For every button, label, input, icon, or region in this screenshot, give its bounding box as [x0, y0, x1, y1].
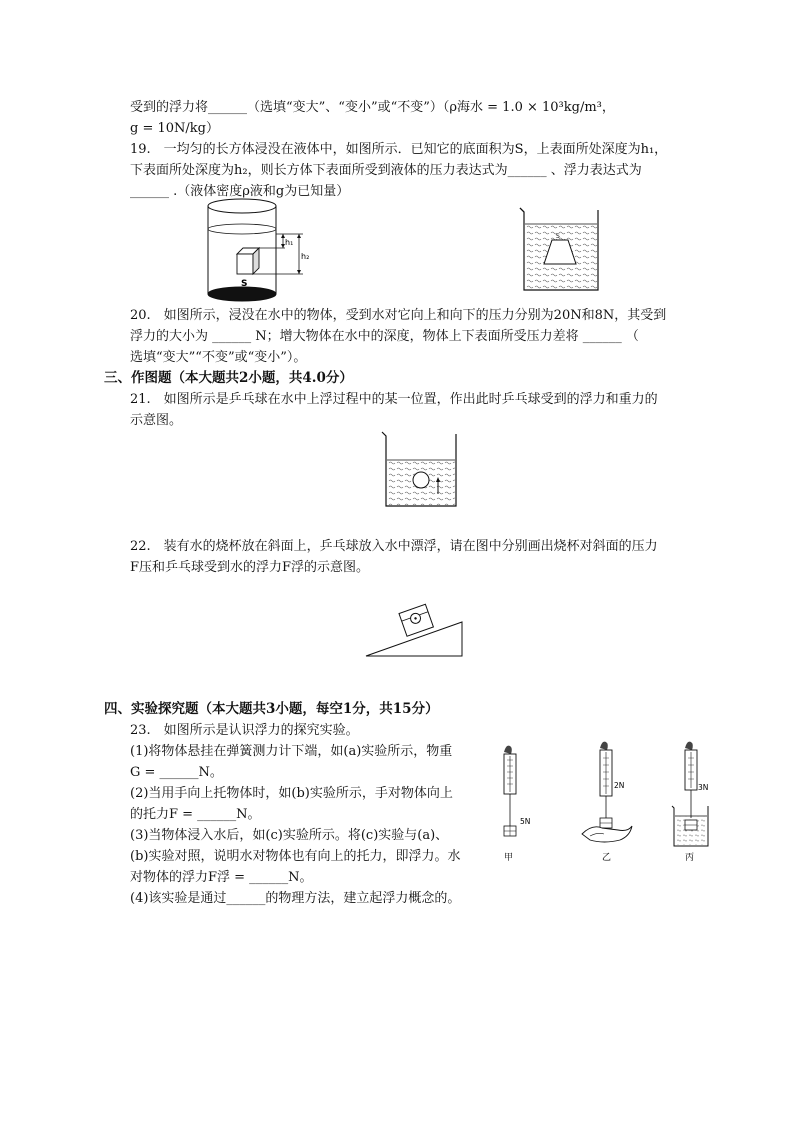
- q22-figure-incline: [364, 600, 466, 660]
- q19-line-3: ______ .（液体密度ρ液和g为已知量）: [130, 184, 350, 199]
- q19-figure-cylinder: [205, 196, 315, 310]
- scale-c-reading: 3N: [698, 783, 709, 792]
- q23-figure-spring-scales: [490, 738, 730, 868]
- q23-part1-a: (1)将物体悬挂在弹簧测力计下端，如(a)实验所示，物重: [130, 744, 453, 759]
- q23-part3-b: (b)实验对照，说明水对物体也有向上的托力，即浮力。水: [130, 849, 461, 864]
- q20-s-top-label: S: [556, 233, 560, 240]
- q18-line-2: g = 10N/kg）: [130, 121, 219, 136]
- scale-a-label: 甲: [504, 853, 514, 863]
- section-3-title: 三、作图题（本大题共2小题，共4.0分）: [104, 370, 353, 386]
- scale-b-reading: 2N: [614, 781, 625, 790]
- q23-intro: 23. 如图所示是认识浮力的探究实验。: [130, 723, 359, 738]
- q19-h2-label: h₂: [301, 252, 310, 261]
- q23-part2-a: (2)当用手向上托物体时，如(b)实验所示，手对物体向上: [130, 786, 453, 801]
- scale-b: [582, 742, 632, 863]
- q22-line-1: 22. 装有水的烧杯放在斜面上，乒乓球放入水中漂浮，请在图中分别画出烧杯对斜面的压力: [130, 539, 658, 554]
- scale-c: [672, 742, 708, 863]
- q23-part3-a: (3)当物体浸入水后，如(c)实验所示。将(c)实验与(a)、: [130, 828, 449, 843]
- q21-line-1: 21. 如图所示是乒乓球在水中上浮过程中的某一位置，作出此时乒乓球受到的浮力和重力的: [130, 392, 658, 407]
- q19-line-2: 下表面所处深度为h₂，则长方体下表面所受到液体的压力表达式为______ 、浮力表达式为: [130, 163, 642, 178]
- q23-part4: (4)该实验是通过______的物理方法，建立起浮力概念的。: [130, 891, 461, 906]
- q20-line-2: 浮力的大小为 ______ N；增大物体在水中的深度，物体上下表面所受压力差将 ______ （: [130, 329, 639, 344]
- q21-figure-beaker: [380, 430, 460, 510]
- section-4-title: 四、实验探究题（本大题共3小题，每空1分，共15分）: [104, 701, 439, 717]
- scale-a: [504, 746, 530, 863]
- q23-part3-c: 对物体的浮力F浮 = ______N。: [130, 870, 313, 885]
- q18-line-1: 受到的浮力将______（选填“变大”、“变小”或“不变”）（ρ海水 = 1.0 × 10³kg/m³，: [130, 100, 615, 115]
- q19-s-label: S: [241, 279, 248, 289]
- scale-a-reading: 5N: [520, 817, 531, 826]
- q20-figure-beaker: [518, 206, 602, 294]
- q20-line-1: 20. 如图所示，浸没在水中的物体，受到水对它向上和向下的压力分别为20N和8N，其受到: [130, 308, 667, 323]
- q23-part1-b: G = ______N。: [130, 765, 223, 780]
- q20-line-3: 选填“变大”“不变”或“变小”）。: [130, 350, 307, 365]
- q19-line-1: 19. 一均匀的长方体浸没在液体中，如图所示．已知它的底面积为S，上表面所处深度为h₁，: [130, 142, 668, 157]
- q21-line-2: 示意图。: [130, 413, 183, 428]
- q19-h1-label: h₁: [285, 238, 294, 247]
- scale-c-label: 丙: [685, 853, 695, 863]
- q23-part2-b: 的托力F = ______N。: [130, 807, 261, 822]
- q22-line-2: F压和乒乓球受到水的浮力F浮的示意图。: [130, 560, 370, 575]
- scale-b-label: 乙: [602, 853, 612, 863]
